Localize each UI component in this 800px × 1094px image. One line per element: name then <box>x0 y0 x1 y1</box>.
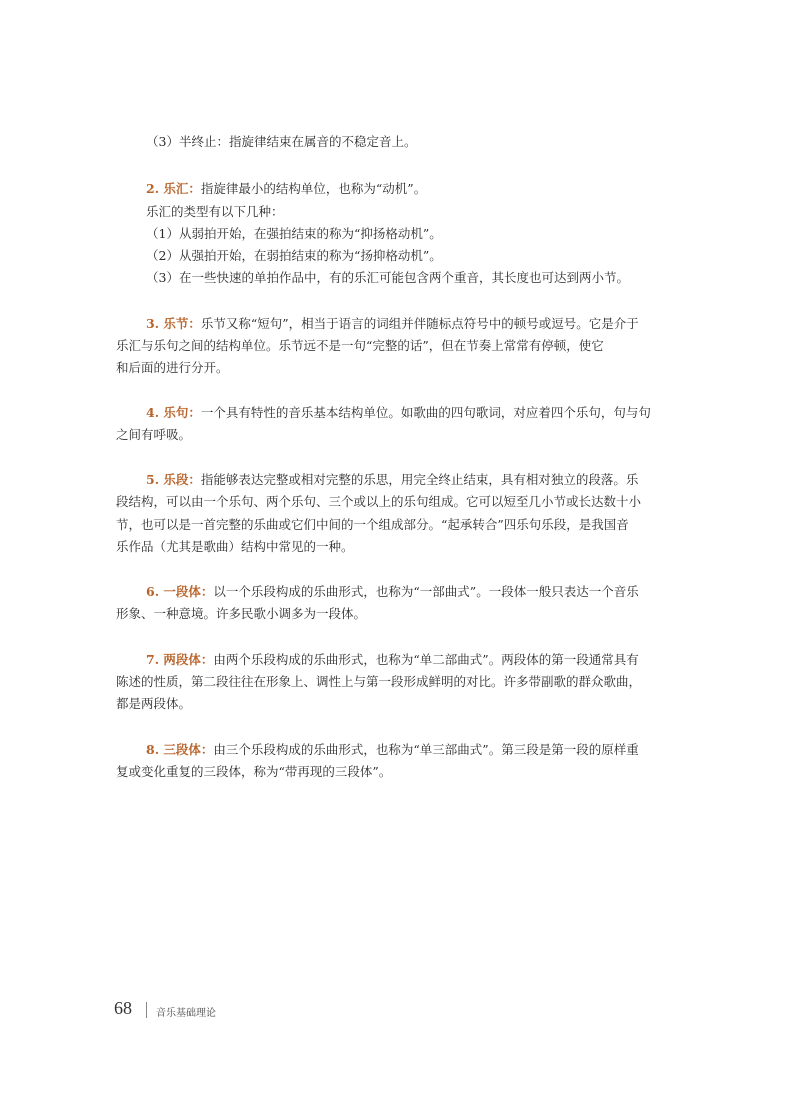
paragraph-line: 形象、一种意境。许多民歌小调多为一段体。 <box>116 606 367 621</box>
paragraph-line: 都是两段体。 <box>116 696 192 711</box>
paragraph-line: （3）在一些快速的单拍作品中，有的乐汇可能包含两个重音，其长度也可达到两小节。 <box>146 270 629 285</box>
paragraph-text: 由三个乐段构成的乐曲形式，也称为“单三部曲式”。第三段是第一段的原样重 <box>213 742 639 757</box>
paragraph-line: 乐汇与乐句之间的结构单位。乐节远不是一句“完整的话”，但在节奏上常常有停顿，使它 <box>116 338 604 353</box>
section-8-line <box>146 742 639 758</box>
book-title: 音乐基础理论 <box>156 1008 216 1019</box>
term-heading: 5. 乐段： <box>146 472 201 487</box>
paragraph-line: 之间有呼吸。 <box>116 427 192 442</box>
term-heading: 3. 乐节： <box>146 316 201 331</box>
paragraph-text: 以一个乐段构成的乐曲形式，也称为“一部曲式”。一段体一般只表达一个音乐 <box>213 584 639 599</box>
section-4-line <box>146 405 651 421</box>
paragraph-line: 复或变化重复的三段体，称为“带再现的三段体”。 <box>116 764 392 779</box>
paragraph-line: （2）从强拍开始，在弱拍结束的称为“扬抑格动机”。 <box>146 248 442 263</box>
section-2-line <box>146 181 426 197</box>
paragraph-line: （3）半终止：指旋律结束在属音的不稳定音上。 <box>146 134 417 149</box>
section-5-line <box>146 472 638 488</box>
paragraph-text: 指能够表达完整或相对完整的乐思，用完全终止结束，具有相对独立的段落。乐 <box>200 472 639 487</box>
page-number: 68 <box>114 998 132 1018</box>
paragraph-line: 乐汇的类型有以下几种： <box>146 204 284 219</box>
paragraph-line: 乐作品（尤其是歌曲）结构中常见的一种。 <box>116 539 354 554</box>
paragraph-line: 陈述的性质，第二段往往在形象上、调性上与第一段形成鲜明的对比。许多带副歌的群众歌曲， <box>116 674 642 689</box>
paragraph-text: 指旋律最小的结构单位，也称为“动机”。 <box>200 181 427 196</box>
paragraph-text: 由两个乐段构成的乐曲形式，也称为“单二部曲式”。两段体的第一段通常具有 <box>213 652 639 667</box>
paragraph-line: 段结构，可以由一个乐句、两个乐句、三个或以上的乐句组成。它可以短至几小节或长达数十小 <box>116 494 642 509</box>
paragraph-text: 一个具有特性的音乐基本结构单位。如歌曲的四句歌词，对应着四个乐句，句与句 <box>200 405 651 420</box>
term-heading: 8. 三段体： <box>146 742 214 757</box>
section-7-line <box>146 652 639 668</box>
paragraph-line: 节，也可以是一首完整的乐曲或它们中间的一个组成部分。“起承转合”四乐句乐段，是我国音 <box>116 517 629 532</box>
footer-divider <box>146 1002 147 1018</box>
section-6-line <box>146 584 639 600</box>
paragraph-text: 乐节又称“短句”，相当于语言的词组并伴随标点符号中的顿号或逗号。它是介于 <box>200 316 639 331</box>
paragraph-line: 和后面的进行分开。 <box>116 360 229 375</box>
term-heading: 2. 乐汇： <box>146 181 201 196</box>
paragraph-line: （1）从弱拍开始，在强拍结束的称为“抑扬格动机”。 <box>146 226 442 241</box>
term-heading: 7. 两段体： <box>146 652 214 667</box>
term-heading: 4. 乐句： <box>146 405 201 420</box>
section-3-line <box>146 316 639 332</box>
term-heading: 6. 一段体： <box>146 584 214 599</box>
